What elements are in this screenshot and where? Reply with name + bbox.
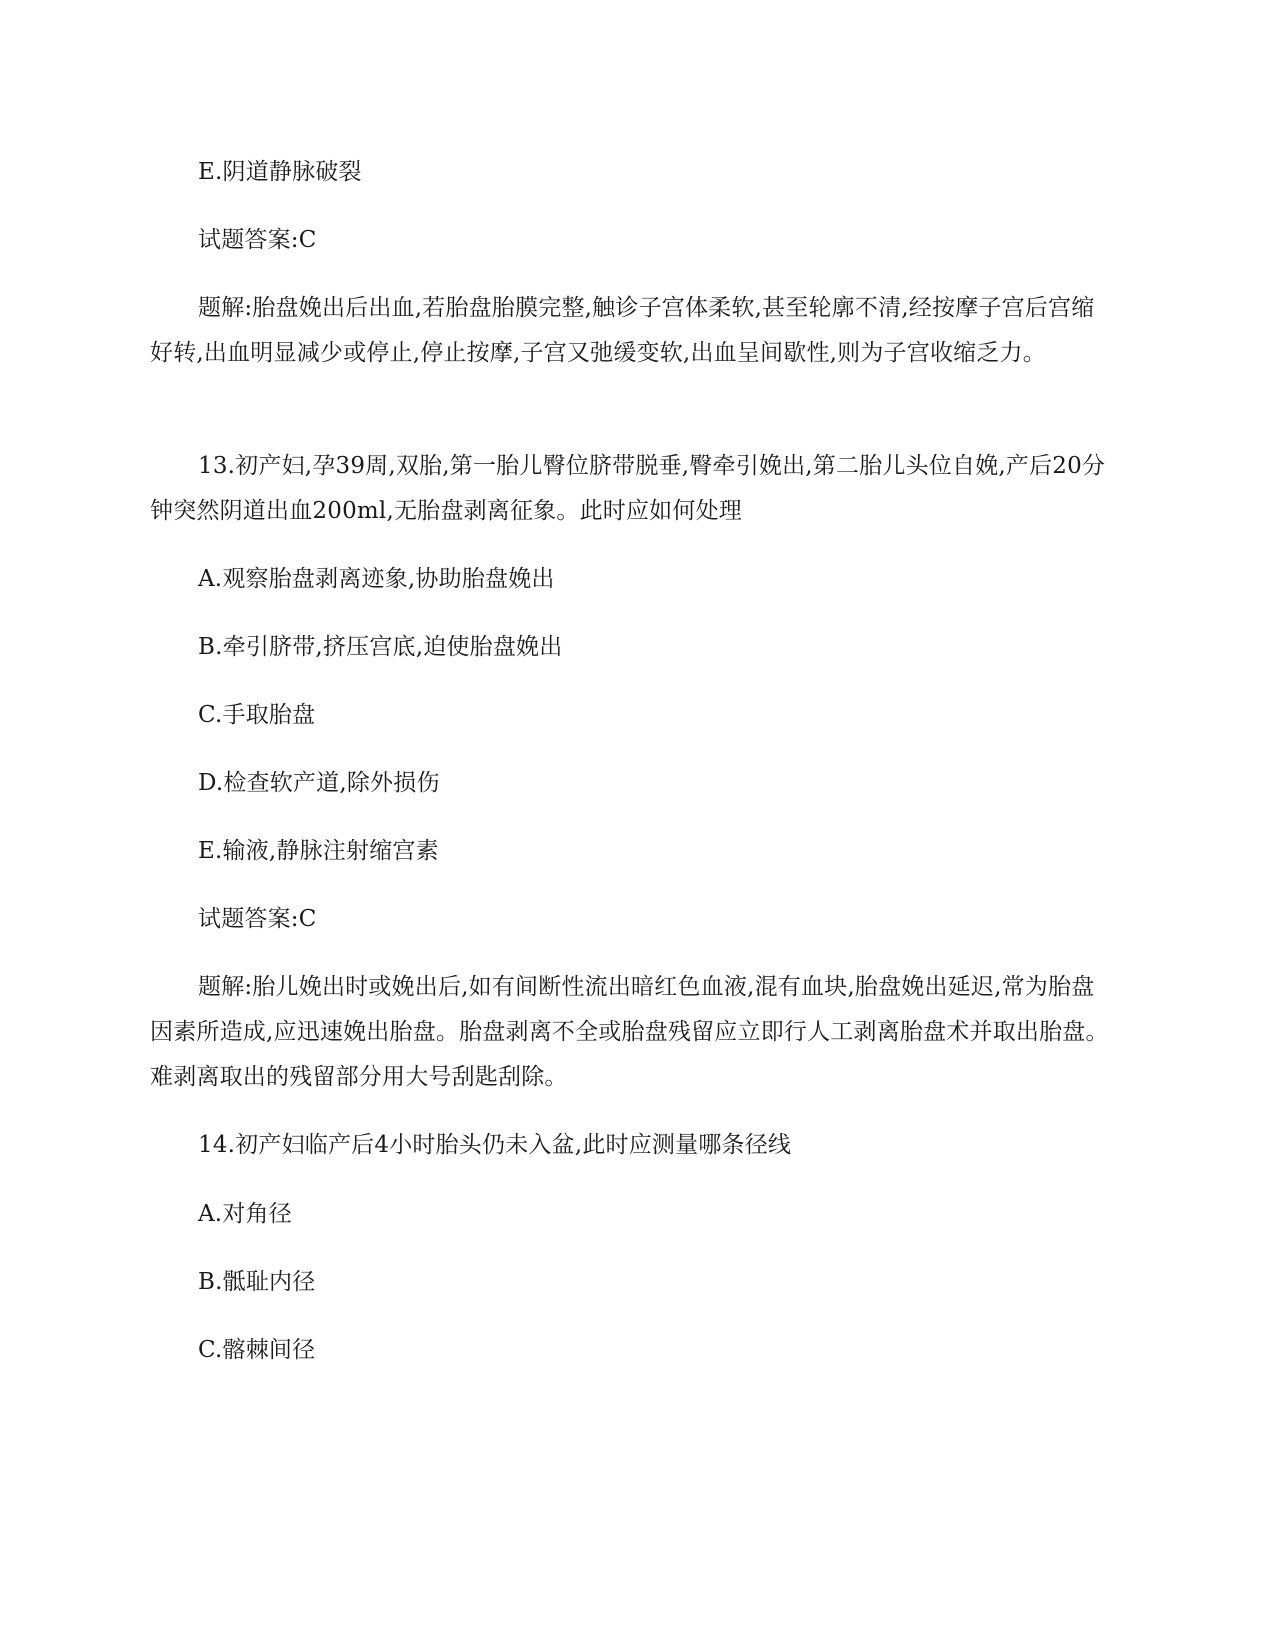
q13-answer: 试题答案:C	[198, 906, 317, 932]
q14-option-c: C.髂棘间径	[198, 1337, 316, 1363]
q14-option-a: A.对角径	[198, 1201, 292, 1227]
q13-option-b: B.牵引脐带,挤压宫底,迫使胎盘娩出	[198, 634, 563, 660]
q14-option-b: B.骶耻内径	[198, 1269, 316, 1295]
q13-explanation: 题解:胎儿娩出时或娩出后,如有间断性流出暗红色血液,混有血块,胎盘娩出延迟,常为胎盘因素所造成,应迅速娩出胎盘。胎盘剥离不全或胎盘残留应立即行人工剥离胎盘术并取出胎盘。难剥离取出的残留部分用大号刮匙刮除。	[150, 974, 1109, 1090]
q13-question: 13.初产妇,孕39周,双胎,第一胎儿臀位脐带脱垂,臀牵引娩出,第二胎儿头位自娩,产后20分钟突然阴道出血200ml,无胎盘剥离征象。此时应如何处理	[150, 453, 1106, 524]
q13-option-d: D.检查软产道,除外损伤	[198, 770, 440, 796]
q12-answer: 试题答案:C	[198, 227, 317, 253]
q12-explanation: 题解:胎盘娩出后出血,若胎盘胎膜完整,触诊子宫体柔软,甚至轮廓不清,经按摩子宫后宫缩好转,出血明显减少或停止,停止按摩,子宫又弛缓变软,出血呈间歇性,则为子宫收缩乏力。	[150, 295, 1095, 366]
q13-option-c: C.手取胎盘	[198, 702, 316, 728]
q13-option-a: A.观察胎盘剥离迹象,协助胎盘娩出	[198, 566, 555, 592]
q12-option-e: E.阴道静脉破裂	[198, 159, 362, 185]
q14-question: 14.初产妇临产后4小时胎头仍未入盆,此时应测量哪条径线	[198, 1132, 792, 1158]
q13-option-e: E.输液,静脉注射缩宫素	[198, 838, 439, 864]
